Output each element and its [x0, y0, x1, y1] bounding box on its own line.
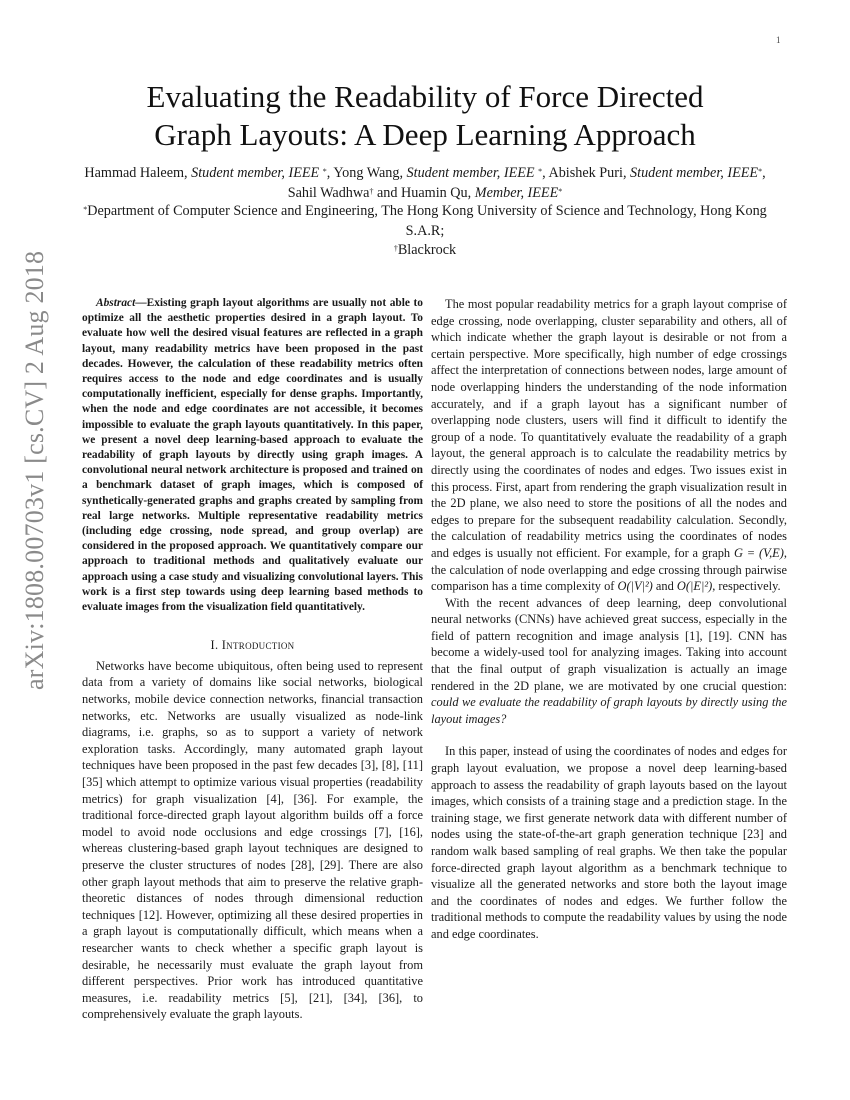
right-column	[431, 296, 787, 943]
affiliation-mark: †	[369, 186, 374, 196]
approach-paragraph: In this paper, instead of using the coordinates of nodes and edges for graph layout evaluation, we propose a novel deep learning-based approach to assess the readability of graph layouts based on the layout images, which consists of a training stage and a prediction stage. In the training stage, we first generate network data with different number of nodes using the state-of-the-art graph generation technique [23] and random walk based sampling of real graphs. We then take the popular force-directed graph layout algorithm as a benchmark technique to visualize all the generated networks and store both the layout image and the coordinates of nodes and edges. We further follow the traditional methods to compute the readability values by using the node and edge coordinates.	[431, 744, 787, 941]
affiliation-mark: *	[758, 167, 763, 176]
affiliation-mark: *	[83, 205, 88, 214]
author-name: Sahil Wadhwa	[287, 184, 370, 201]
author-name: Hammad Haleem	[84, 165, 185, 181]
author-role: Student member, IEEE	[406, 165, 535, 181]
title-line-2: Graph Layouts: A Deep Learning Approach	[154, 117, 696, 152]
abstract	[82, 296, 423, 615]
author-conjunction: and	[377, 184, 398, 201]
abstract-label: Abstract	[96, 297, 136, 309]
author-role: Student member, IEEE	[191, 165, 320, 181]
paragraph-text: and	[652, 579, 677, 594]
author-role: Student member, IEEE	[630, 165, 759, 181]
affiliation-mark: *	[558, 186, 563, 196]
paragraph-text: With the recent advances of deep learning, deep convolutional neural networks (CNNs) have achieved great success, especially in the field of pattern recognition and image analysis [1], [19]. CNN has become a widely-used tool for analyzing images. Taking into account that the final output of graph visualization is actually an image rendered in the 2D plane, we are motivated by one crucial question:	[431, 595, 787, 693]
page-number: 1	[776, 35, 781, 45]
abstract-text: Existing graph layout algorithms are usually not able to optimize all the aesthetic properties desired in a graph layout. To evaluate how well the desired visual features are reflected in a graph layout, many readability metrics have been proposed in the past decades. However, the calculation of these readability metrics often requires access to the node and edge coordinates and is usually computationally inefficient, especially for dense graphs. Importantly, when the node and edge coordinates are not accessible, it becomes impossible to evaluate the graph layouts quantitatively. In this paper, we present a novel deep learning-based approach to evaluate the readability of graph layouts by directly using graph images. A convolutional neural network architecture is proposed and trained on a benchmark dataset of graph images, which is composed of synthetically-generated graphs and graphs created by sampling from real large networks. Multiple representative readability metrics (including edge crossing, node spread, and group overlap) are considered in the proposed approach. We quantitatively compare our approach to traditional methods and qualitatively evaluate our approach using a case study and visualizing convolutional layers. This work is a first step towards using deep learning based methods to evaluate images from the visualization field quantitatively.	[82, 297, 423, 614]
author-list: Hammad Haleem, Student member, IEEE *, Yong Wang, Student member, IEEE *, Abishek Puri, Student member, IEEE*, Sahil Wadhwa† and Huamin Qu, Member, IEEE*	[84, 165, 766, 201]
paragraph-text: The most popular readability metrics for a graph layout comprise of edge crossing, node overlapping, cluster separability and others, all of which indicate whether the graph layout is desirable or not from a certain perspective. More specifically, high number of edge crossings affect the interpretation of connections between nodes, large amount of node overlapping hinders the understanding of the node information accurately, and if a graph layout has a significant number of overlapping node clusters, users will find it difficult to identify the group of a node. To quantitatively evaluate the readability of a graph layout, the general approach is to calculate the readability metrics by directly using the coordinates of nodes and edges. Two issues exist in this process. First, apart from rendering the graph visualization result in the 2D plane, we also need to store the positions of all the nodes and edges to prepare for the subsequent readability calculation. Secondly, the calculation of readability metrics using the coordinates of nodes and edges is usually not efficient. For example, for a graph	[431, 297, 787, 560]
intro-paragraph: Networks have become ubiquitous, often being used to represent data from a variety of domains like social networks, biological networks, mobile device connection networks, financial transaction networks, etc. Networks are usually visualized as node-link diagrams, i.e. graphs, so as to support a variety of network exploration tasks. Accordingly, many automated graph layout techniques have been proposed in the past few decades [3], [8], [11] [35] which attempt to optimize various visual properties (readability metrics) for graph visualization [4], [36]. For example, the traditional force-directed graph layout algorithm builds off a force model to avoid node occlusions and edge crossings [7], [16], whereas clustering-based graph layout techniques are designed to preserve the cluster structures of nodes [28], [29]. There are also other graph layout methods that aim to preserve the relative graph-theoretic distances of nodes through dimensional reduction techniques [12]. However, optimizing all these desired properties in a graph layout is computationally difficult, which means when a researcher wants to check whether a specific graph layout is desirable, he necessarily must evaluate the graph layout from different perspectives. Prior work has introduced quantitative measures, i.e. readability metrics [5], [21], [34], [36], to comprehensively evaluate the graph layouts.	[82, 658, 423, 1022]
affiliation-1	[70, 202, 780, 241]
math-complexity-v: O(|V|²)	[617, 579, 653, 594]
paper-title	[60, 78, 790, 154]
author-name: Yong Wang	[333, 165, 400, 181]
affiliation-mark: *	[538, 167, 543, 176]
author-name: Abishek Puri	[548, 165, 623, 181]
paragraph-text: , respectively.	[712, 579, 781, 594]
paragraph-gap	[431, 727, 787, 743]
affiliations	[70, 202, 780, 261]
affiliation-mark: *	[322, 167, 327, 176]
author-role: Member, IEEE	[474, 184, 559, 201]
affiliation-2	[70, 241, 780, 261]
arxiv-identifier-stamp: arXiv:1808.00703v1 [cs.CV] 2 Aug 2018	[20, 250, 49, 690]
left-column	[82, 296, 423, 1023]
readability-metrics-paragraph	[431, 296, 787, 595]
research-question: could we evaluate the readability of graph layouts by directly using the layout images?	[431, 695, 787, 726]
paragraph-text: , the calculation of node overlapping and edge crossing through pairwise comparison has a time complexity of	[431, 545, 787, 594]
math-complexity-e: O(|E|²)	[676, 579, 713, 594]
affiliation-mark: †	[393, 244, 398, 253]
affiliation-text: Blackrock	[397, 242, 457, 258]
cnn-motivation-paragraph	[431, 595, 787, 728]
section-number: I.	[210, 638, 219, 653]
title-line-1: Evaluating the Readability of Force Directed	[146, 79, 704, 114]
math-graph: G = (V,E)	[733, 545, 784, 560]
author-name: Huamin Qu	[401, 184, 468, 201]
affiliation-text: Department of Computer Science and Engineering, The Hong Kong University of Science and Technology, Hong Kong S.A.R;	[87, 203, 767, 239]
abstract-dash: —	[135, 297, 147, 309]
section-title: Introduction	[221, 638, 295, 653]
section-heading-introduction	[82, 637, 423, 654]
